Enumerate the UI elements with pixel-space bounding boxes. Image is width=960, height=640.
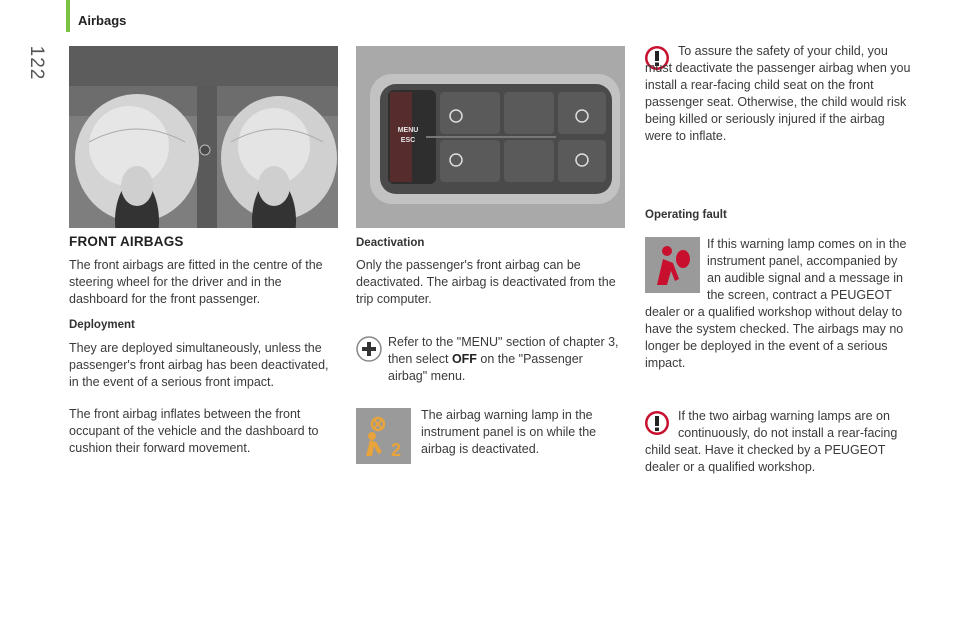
operating-fault-heading: Operating fault [645,209,727,221]
page-number: 122 [26,45,47,81]
child-safety-warning-text: To assure the safety of your child, you must deactivate the passenger airbag when you install a rear-facing child seat on the front passenger seat. Otherwise, the child would risk being killed or seriously injured if the airbag were to inflate. [645,44,911,143]
section-accent-bar [66,0,70,32]
operating-fault-text: If this warning lamp comes on in the instrument panel, accompanied by an audible signal and a message in the screen, contract a PEUGEOT dealer or a qualified workshop without delay to have the system checked. The airbags may no longer be deployed in the event of a serious impact. [645,237,907,370]
plus-tip-icon [356,336,382,362]
deployment-text: They are deployed simultaneously, unless the passenger's front airbag has been deactivated, in the event of a serious front impact. [69,341,329,389]
dashboard-control-panel-illustration [356,46,625,228]
two-lamps-warning-text: If the two airbag warning lamps are on continuously, do not install a rear-facing child seat. Have it checked by a PEUGEOT dealer or a qualified workshop. [645,409,898,474]
airbag-deactivated-lamp-icon [356,408,411,464]
lamp-deactivated-text: The airbag warning lamp in the instrument panel is on while the airbag is deactivated. [421,408,597,456]
deactivation-text: Only the passenger's front airbag can be deactivated. The airbag is deactivated from the trip computer. [356,258,616,306]
front-airbags-heading: FRONT AIRBAGS [69,234,184,249]
svg-text:2: 2 [390,440,402,460]
front-airbags-intro: The front airbags are fitted in the centre of the steering wheel for the driver and in the dashboard for the front passenger. [69,258,323,306]
panel-esc-label: ESC [400,137,416,144]
deployment-heading: Deployment [69,319,135,331]
deactivation-heading: Deactivation [356,237,425,249]
front-airbags-illustration [69,46,338,228]
section-title: Airbags [78,13,127,28]
menu-tip-text: Refer to the "MENU" section of chapter 3, then select OFF on the "Passenger airbag" menu. [388,335,619,383]
inflation-text: The front airbag inflates between the front occupant of the vehicle and the dashboard to cushion their forward movement. [69,407,319,455]
panel-menu-label: MENU [397,127,419,134]
